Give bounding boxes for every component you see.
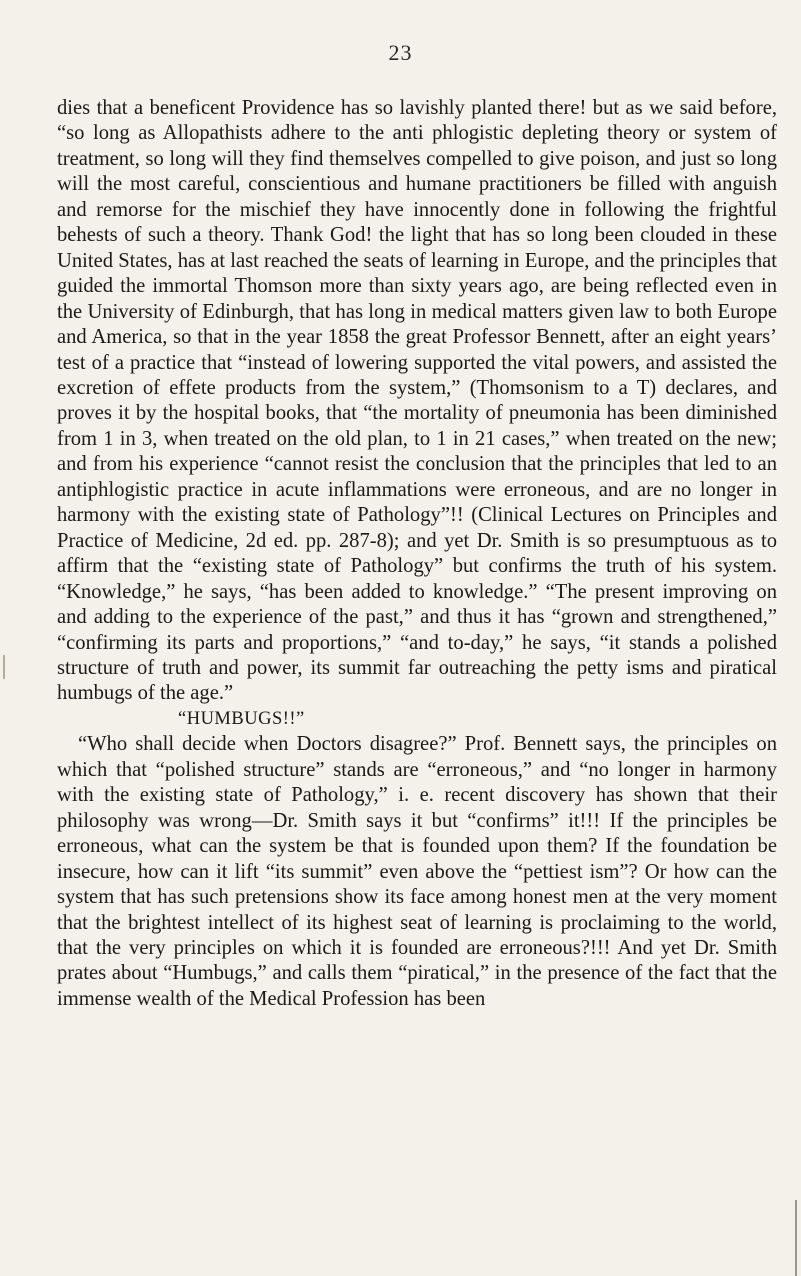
page-number: 23 [388, 40, 413, 65]
humbugs-heading: “HUMBUGS!!” [178, 708, 305, 729]
paragraph-bennett-quote: dies that a beneficent Providence has so lavishly planted there! but as we said before, “so long as Allopathists adhere to the anti phlogistic depleting theory or system of treatment, so long will they find themselves compelled to give poison, and just so long will the most careful, conscientious and humane practitioners be filled with anguish and remorse for the mischief they have innocently done in following the frightful behests of such a theory. Thank God! the light that has so long been clouded in these United States, has at last reached the seats of learning in Europe, and the principles that guided the immortal Thomson more than sixty years ago, are being reflected even in the University of Edinburgh, that has long in medical matters given law to both Europe and America, so that in the year 1858 the great Professor Bennett, after an eight years’ test of a practice that “instead of lowering supported the vital powers, and assisted the excretion of effete products from the system,” (Thomsonism to a T) declares, and proves it by the hospital books, that “the mortality of pneumonia has been diminished from 1 in 3, when treated on the old plan, to 1 in 21 cases,” when treated on the new; and from his experience “cannot resist the conclusion that the principles that led to an antiphlogistic practice in acute inflammations were erroneous, and are no longer in harmony with the existing state of Pathology”!! (Clinical Lectures on Principles and Practice of Medicine, 2d ed. pp. 287-8); and yet Dr. Smith is so presumptuous as to affirm that the “existing state of Pathology” but confirms the truth of his system. “Knowledge,” he says, “has been added to knowledge.” “The present improving on and adding to the experience of the past,” and thus it has “grown and strengthened,” “confirming its parts and proportions,” “and to-day,” he says, “it stands a polished structure of truth and power, its summit far outreaching the petty isms and piratical humbugs of the age.” [57, 97, 777, 705]
page-edge-mark-left [3, 655, 5, 679]
body-text [57, 96, 777, 1012]
paragraph-doctors-disagree: “Who shall decide when Doctors disagree?” Prof. Bennett says, the principles on which that “polished structure” stands are “erroneous,” and “no longer in harmony with the existing state of Pathology,” i. e. recent discovery has shown that their philosophy was wrong—Dr. Smith says it but “confirms” it!!! If the principles be erroneous, what can the system be that is founded upon them? If the foundation be insecure, how can it lift “its summit” even above the “pettiest ism”? Or how can the system that has such pretensions show its face among honest men at the very moment that the brightest intellect of its highest seat of learning is proclaiming to the world, that the very principles on which it is founded are erroneous?!!! And yet Dr. Smith prates about “Humbugs,” and calls them “piratical,” in the presence of the fact that the immense wealth of the Medical Profession has been [57, 733, 777, 1010]
page-edge-mark-right [795, 1200, 797, 1276]
